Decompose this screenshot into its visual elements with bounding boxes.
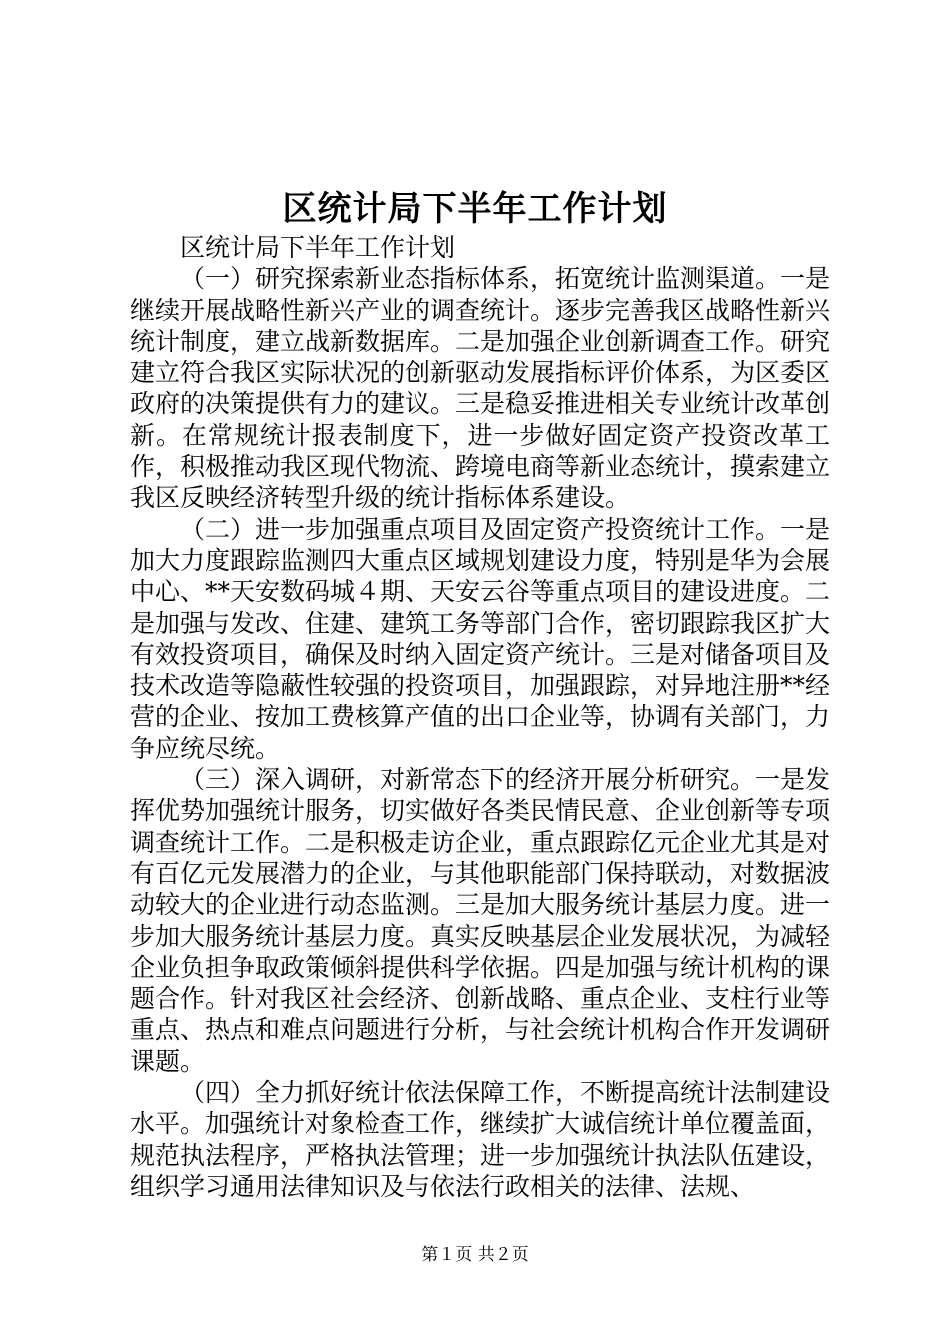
page-number-footer: 第１页 共２页 (421, 1245, 529, 1265)
document-subtitle: 区统计局下半年工作计划 (180, 233, 456, 262)
paragraph-3: （三）深入调研，对新常态下的经济开展分析研究。一是发挥优势加强统计服务，切实做好各类民情民意、企业创新等专项调查统计工作。二是积极走访企业，重点跟踪亿元企业尤其是对有百亿元发展潜力的企业，与其他职能部门保持联动，对数据波动较大的企业进行动态监测。三是加大服务统计基层力度。进一步加大服务统计基层力度。真实反映基层企业发展状况，为减轻企业负担争取政策倾斜提供科学依据。四是加强与统计机构的课题合作。针对我区社会经济、创新战略、重点企业、支柱行业等重点、热点和难点问题进行分析，与社会统计机构合作开发调研课题。 (130, 765, 831, 1076)
paragraph-2: （二）进一步加强重点项目及固定资产投资统计工作。一是加大力度跟踪监测四大重点区域规划建设力度，特别是华为会展中心、**天安数码城４期、天安云谷等重点项目的建设进度。二是加强与发改、住建、建筑工务等部门合作，密切跟踪我区扩大有效投资项目，确保及时纳入固定资产统计。三是对储备项目及技术改造等隐蔽性较强的投资项目，加强跟踪，对异地注册**经营的企业、按加工费核算产值的出口企业等，协调有关部门，力争应统尽统。 (130, 514, 831, 763)
document-title: 区统计局下半年工作计划 (282, 189, 668, 229)
paragraph-1: （一）研究探索新业态指标体系，拓宽统计监测渠道。一是继续开展战略性新兴产业的调查统计。逐步完善我区战略性新兴统计制度，建立战新数据库。二是加强企业创新调查工作。研究建立符合我区实际状况的创新驱动发展指标评价体系，为区委区政府的决策提供有力的建议。三是稳妥推进相关专业统计改革创新。在常规统计报表制度下，进一步做好固定资产投资改革工作，积极推动我区现代物流、跨境电商等新业态统计，摸索建立我区反映经济转型升级的统计指标体系建设。 (130, 264, 831, 513)
document-body (130, 232, 830, 1202)
paragraph-4: （四）全力抓好统计依法保障工作，不断提高统计法制建设水平。加强统计对象检查工作，继续扩大诚信统计单位覆盖面，规范执法程序，严格执法管理；进一步加强统计执法队伍建设，组织学习通用法律知识及与依法行政相关的法律、法规、 (130, 1078, 831, 1201)
